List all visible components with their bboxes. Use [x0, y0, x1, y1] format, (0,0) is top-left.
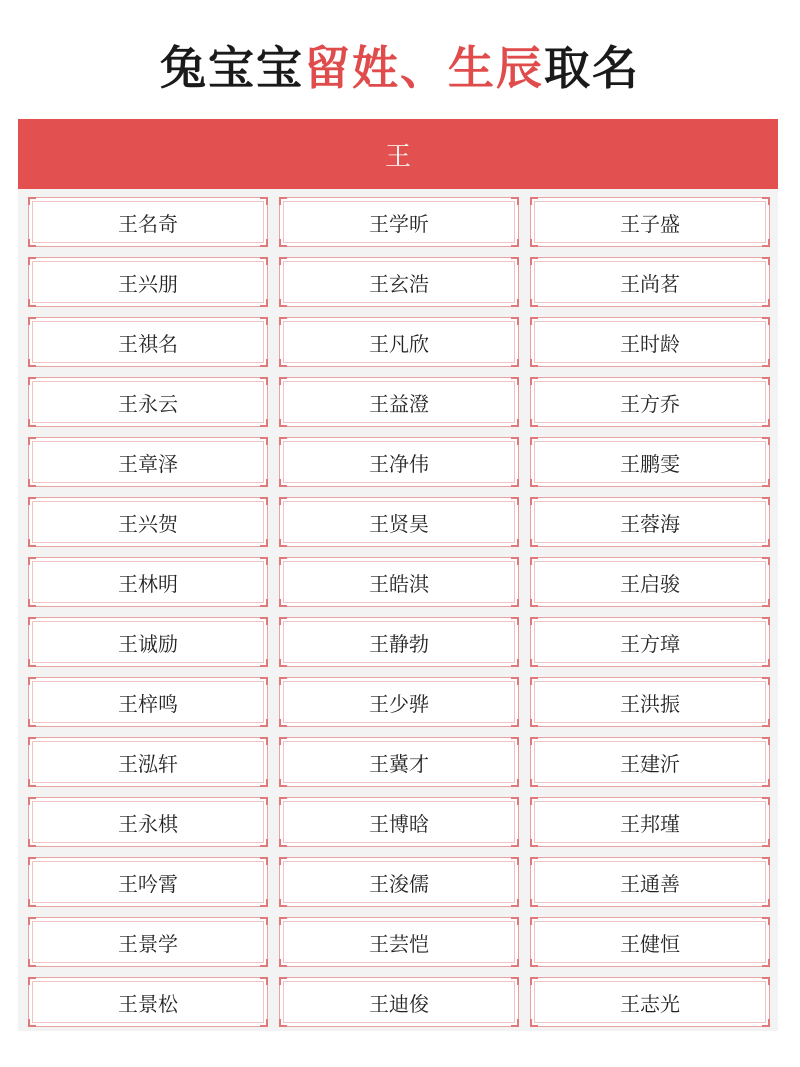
- card-corner-ornament: [530, 617, 538, 625]
- card-corner-ornament: [762, 659, 770, 667]
- name-card: [279, 617, 519, 667]
- name-card: [279, 317, 519, 367]
- name-label: 王方璋: [620, 631, 680, 656]
- name-label: 王景学: [118, 931, 178, 956]
- card-corner-ornament: [530, 497, 538, 505]
- card-corner-ornament: [260, 677, 268, 685]
- card-corner-ornament: [762, 857, 770, 865]
- card-corner-ornament: [28, 599, 36, 607]
- card-corner-ornament: [511, 239, 519, 247]
- card-corner-ornament: [530, 857, 538, 865]
- card-corner-ornament: [511, 317, 519, 325]
- card-corner-ornament: [762, 1019, 770, 1027]
- title-part-2: 留姓、生辰: [304, 41, 544, 95]
- card-corner-ornament: [260, 299, 268, 307]
- card-corner-ornament: [511, 479, 519, 487]
- card-corner-ornament: [511, 599, 519, 607]
- card-corner-ornament: [28, 899, 36, 907]
- card-corner-ornament: [260, 239, 268, 247]
- card-corner-ornament: [762, 197, 770, 205]
- names-grid: [28, 197, 770, 1027]
- card-corner-ornament: [511, 779, 519, 787]
- name-label: 王泓轩: [118, 751, 178, 776]
- card-corner-ornament: [260, 437, 268, 445]
- name-card: [279, 497, 519, 547]
- name-label: 王凡欣: [369, 331, 429, 356]
- card-corner-ornament: [530, 539, 538, 547]
- card-corner-ornament: [260, 557, 268, 565]
- card-corner-ornament: [28, 797, 36, 805]
- name-label: 王蓉海: [620, 511, 680, 536]
- card-corner-ornament: [28, 359, 36, 367]
- card-corner-ornament: [530, 899, 538, 907]
- name-card: [28, 557, 268, 607]
- card-corner-ornament: [530, 557, 538, 565]
- card-corner-ornament: [28, 557, 36, 565]
- name-card: [28, 317, 268, 367]
- card-corner-ornament: [530, 239, 538, 247]
- surname-header-band: [18, 119, 778, 189]
- name-label: 王兴贺: [118, 511, 178, 536]
- card-corner-ornament: [762, 737, 770, 745]
- card-corner-ornament: [279, 557, 287, 565]
- name-label: 王景松: [118, 991, 178, 1016]
- card-corner-ornament: [530, 659, 538, 667]
- card-corner-ornament: [762, 239, 770, 247]
- name-label: 王冀才: [369, 751, 429, 776]
- card-corner-ornament: [530, 917, 538, 925]
- card-corner-ornament: [530, 959, 538, 967]
- card-corner-ornament: [279, 737, 287, 745]
- card-corner-ornament: [762, 839, 770, 847]
- card-corner-ornament: [762, 479, 770, 487]
- name-card: [279, 797, 519, 847]
- card-corner-ornament: [511, 1019, 519, 1027]
- card-corner-ornament: [28, 299, 36, 307]
- card-corner-ornament: [511, 377, 519, 385]
- name-card: [279, 917, 519, 967]
- card-corner-ornament: [279, 539, 287, 547]
- name-label: 王吟霄: [118, 871, 178, 896]
- card-corner-ornament: [260, 899, 268, 907]
- name-label: 王志光: [620, 991, 680, 1016]
- card-corner-ornament: [762, 377, 770, 385]
- card-corner-ornament: [762, 599, 770, 607]
- card-corner-ornament: [28, 977, 36, 985]
- name-label: 王迪俊: [369, 991, 429, 1016]
- card-corner-ornament: [279, 839, 287, 847]
- card-corner-ornament: [762, 677, 770, 685]
- name-label: 王鹏雯: [620, 451, 680, 476]
- card-corner-ornament: [260, 599, 268, 607]
- card-corner-ornament: [279, 1019, 287, 1027]
- card-corner-ornament: [260, 317, 268, 325]
- card-corner-ornament: [260, 197, 268, 205]
- name-card: [279, 377, 519, 427]
- card-corner-ornament: [530, 797, 538, 805]
- card-corner-ornament: [762, 779, 770, 787]
- card-corner-ornament: [762, 959, 770, 967]
- card-corner-ornament: [762, 977, 770, 985]
- card-corner-ornament: [762, 719, 770, 727]
- name-label: 王诚励: [118, 631, 178, 656]
- card-corner-ornament: [260, 977, 268, 985]
- name-label: 王永棋: [118, 811, 178, 836]
- card-corner-ornament: [279, 479, 287, 487]
- card-corner-ornament: [530, 719, 538, 727]
- card-corner-ornament: [279, 677, 287, 685]
- card-corner-ornament: [762, 299, 770, 307]
- card-corner-ornament: [260, 377, 268, 385]
- name-card: [279, 677, 519, 727]
- name-card: [28, 257, 268, 307]
- card-corner-ornament: [279, 659, 287, 667]
- name-card: [28, 917, 268, 967]
- card-corner-ornament: [530, 197, 538, 205]
- card-corner-ornament: [530, 359, 538, 367]
- name-card: [28, 857, 268, 907]
- name-label: 王芸恺: [369, 931, 429, 956]
- card-corner-ornament: [530, 779, 538, 787]
- card-corner-ornament: [530, 299, 538, 307]
- name-label: 王浚儒: [369, 871, 429, 896]
- name-card: [530, 617, 770, 667]
- card-corner-ornament: [260, 419, 268, 427]
- card-corner-ornament: [530, 419, 538, 427]
- card-corner-ornament: [530, 317, 538, 325]
- card-corner-ornament: [279, 899, 287, 907]
- card-corner-ornament: [762, 437, 770, 445]
- name-card: [28, 737, 268, 787]
- card-corner-ornament: [28, 437, 36, 445]
- card-corner-ornament: [530, 479, 538, 487]
- card-corner-ornament: [511, 797, 519, 805]
- card-corner-ornament: [530, 977, 538, 985]
- name-card: [530, 317, 770, 367]
- card-corner-ornament: [28, 737, 36, 745]
- name-card: [279, 857, 519, 907]
- card-corner-ornament: [511, 737, 519, 745]
- name-label: 王皓淇: [369, 571, 429, 596]
- card-corner-ornament: [762, 539, 770, 547]
- card-corner-ornament: [279, 917, 287, 925]
- card-corner-ornament: [511, 419, 519, 427]
- card-corner-ornament: [28, 959, 36, 967]
- name-label: 王祺名: [118, 331, 178, 356]
- card-corner-ornament: [279, 599, 287, 607]
- card-corner-ornament: [28, 497, 36, 505]
- card-corner-ornament: [279, 797, 287, 805]
- name-label: 王博晗: [369, 811, 429, 836]
- card-corner-ornament: [260, 659, 268, 667]
- card-corner-ornament: [530, 377, 538, 385]
- card-corner-ornament: [762, 617, 770, 625]
- card-corner-ornament: [279, 359, 287, 367]
- name-label: 王玄浩: [369, 271, 429, 296]
- card-corner-ornament: [279, 197, 287, 205]
- card-corner-ornament: [511, 539, 519, 547]
- card-corner-ornament: [762, 899, 770, 907]
- title-part-3: 取名: [544, 41, 640, 95]
- name-card: [28, 437, 268, 487]
- card-corner-ornament: [511, 659, 519, 667]
- card-corner-ornament: [260, 797, 268, 805]
- card-corner-ornament: [511, 557, 519, 565]
- card-corner-ornament: [260, 779, 268, 787]
- name-card: [28, 377, 268, 427]
- name-card: [530, 857, 770, 907]
- name-card: [530, 977, 770, 1027]
- name-card: [28, 677, 268, 727]
- name-label: 王章泽: [118, 451, 178, 476]
- card-corner-ornament: [511, 977, 519, 985]
- card-corner-ornament: [279, 437, 287, 445]
- name-card: [279, 977, 519, 1027]
- card-corner-ornament: [511, 677, 519, 685]
- card-corner-ornament: [511, 359, 519, 367]
- card-corner-ornament: [260, 617, 268, 625]
- name-card: [530, 437, 770, 487]
- card-corner-ornament: [511, 839, 519, 847]
- card-corner-ornament: [260, 479, 268, 487]
- name-card: [530, 197, 770, 247]
- card-corner-ornament: [260, 737, 268, 745]
- name-card: [530, 377, 770, 427]
- name-card: [279, 437, 519, 487]
- card-corner-ornament: [511, 257, 519, 265]
- card-corner-ornament: [28, 479, 36, 487]
- card-corner-ornament: [28, 659, 36, 667]
- name-label: 王通善: [620, 871, 680, 896]
- name-label: 王健恒: [620, 931, 680, 956]
- card-corner-ornament: [28, 617, 36, 625]
- card-corner-ornament: [279, 617, 287, 625]
- card-corner-ornament: [511, 299, 519, 307]
- card-corner-ornament: [279, 377, 287, 385]
- surname-header-label: 王: [384, 141, 411, 172]
- card-corner-ornament: [28, 857, 36, 865]
- name-card: [530, 497, 770, 547]
- card-corner-ornament: [260, 539, 268, 547]
- card-corner-ornament: [28, 197, 36, 205]
- card-corner-ornament: [28, 677, 36, 685]
- name-label: 王洪振: [620, 691, 680, 716]
- card-corner-ornament: [279, 317, 287, 325]
- card-corner-ornament: [28, 317, 36, 325]
- name-label: 王少骅: [369, 691, 429, 716]
- name-card: [28, 797, 268, 847]
- card-corner-ornament: [511, 959, 519, 967]
- card-corner-ornament: [762, 419, 770, 427]
- name-label: 王学昕: [369, 211, 429, 236]
- card-corner-ornament: [279, 779, 287, 787]
- card-corner-ornament: [530, 839, 538, 847]
- card-corner-ornament: [279, 419, 287, 427]
- name-label: 王益澄: [369, 391, 429, 416]
- name-label: 王贤昊: [369, 511, 429, 536]
- card-corner-ornament: [511, 197, 519, 205]
- card-corner-ornament: [260, 719, 268, 727]
- card-corner-ornament: [260, 917, 268, 925]
- card-corner-ornament: [28, 719, 36, 727]
- card-corner-ornament: [511, 437, 519, 445]
- name-label: 王方乔: [620, 391, 680, 416]
- card-corner-ornament: [762, 317, 770, 325]
- name-label: 王子盛: [620, 211, 680, 236]
- card-corner-ornament: [530, 737, 538, 745]
- name-card: [530, 737, 770, 787]
- name-label: 王静勃: [369, 631, 429, 656]
- name-card: [530, 677, 770, 727]
- name-card: [279, 257, 519, 307]
- name-label: 王兴朋: [118, 271, 178, 296]
- name-label: 王启骏: [620, 571, 680, 596]
- name-card: [28, 497, 268, 547]
- name-card: [279, 197, 519, 247]
- card-corner-ornament: [260, 497, 268, 505]
- card-corner-ornament: [530, 599, 538, 607]
- card-corner-ornament: [260, 1019, 268, 1027]
- card-corner-ornament: [530, 437, 538, 445]
- card-corner-ornament: [28, 839, 36, 847]
- name-card: [530, 557, 770, 607]
- card-corner-ornament: [762, 797, 770, 805]
- card-corner-ornament: [530, 1019, 538, 1027]
- card-corner-ornament: [28, 779, 36, 787]
- card-corner-ornament: [511, 857, 519, 865]
- card-corner-ornament: [530, 257, 538, 265]
- name-label: 王名奇: [118, 211, 178, 236]
- name-card: [530, 257, 770, 307]
- card-corner-ornament: [511, 719, 519, 727]
- card-corner-ornament: [28, 917, 36, 925]
- page-title: [0, 28, 800, 108]
- name-label: 王时龄: [620, 331, 680, 356]
- card-corner-ornament: [279, 857, 287, 865]
- name-label: 王尚茗: [620, 271, 680, 296]
- card-corner-ornament: [511, 617, 519, 625]
- card-corner-ornament: [28, 1019, 36, 1027]
- card-corner-ornament: [28, 539, 36, 547]
- name-label: 王梓鸣: [118, 691, 178, 716]
- card-corner-ornament: [279, 977, 287, 985]
- card-corner-ornament: [511, 917, 519, 925]
- card-corner-ornament: [762, 359, 770, 367]
- names-panel: [18, 189, 778, 1031]
- card-corner-ornament: [762, 257, 770, 265]
- name-card: [279, 737, 519, 787]
- card-corner-ornament: [260, 857, 268, 865]
- title-part-1: 兔宝宝: [160, 41, 304, 95]
- name-label: 王建沂: [620, 751, 680, 776]
- name-label: 王永云: [118, 391, 178, 416]
- name-label: 王林明: [118, 571, 178, 596]
- name-card: [530, 917, 770, 967]
- card-corner-ornament: [762, 917, 770, 925]
- card-corner-ornament: [260, 359, 268, 367]
- card-corner-ornament: [530, 677, 538, 685]
- card-corner-ornament: [762, 557, 770, 565]
- card-corner-ornament: [260, 257, 268, 265]
- card-corner-ornament: [511, 899, 519, 907]
- name-card: [28, 977, 268, 1027]
- card-corner-ornament: [279, 257, 287, 265]
- card-corner-ornament: [279, 299, 287, 307]
- name-card: [28, 617, 268, 667]
- name-card: [530, 797, 770, 847]
- name-label: 王邦瑾: [620, 811, 680, 836]
- name-card: [279, 557, 519, 607]
- name-card: [28, 197, 268, 247]
- card-corner-ornament: [28, 377, 36, 385]
- card-corner-ornament: [28, 239, 36, 247]
- card-corner-ornament: [28, 419, 36, 427]
- card-corner-ornament: [260, 959, 268, 967]
- name-label: 王净伟: [369, 451, 429, 476]
- card-corner-ornament: [28, 257, 36, 265]
- card-corner-ornament: [279, 959, 287, 967]
- card-corner-ornament: [762, 497, 770, 505]
- card-corner-ornament: [279, 719, 287, 727]
- card-corner-ornament: [279, 497, 287, 505]
- card-corner-ornament: [260, 839, 268, 847]
- card-corner-ornament: [511, 497, 519, 505]
- card-corner-ornament: [279, 239, 287, 247]
